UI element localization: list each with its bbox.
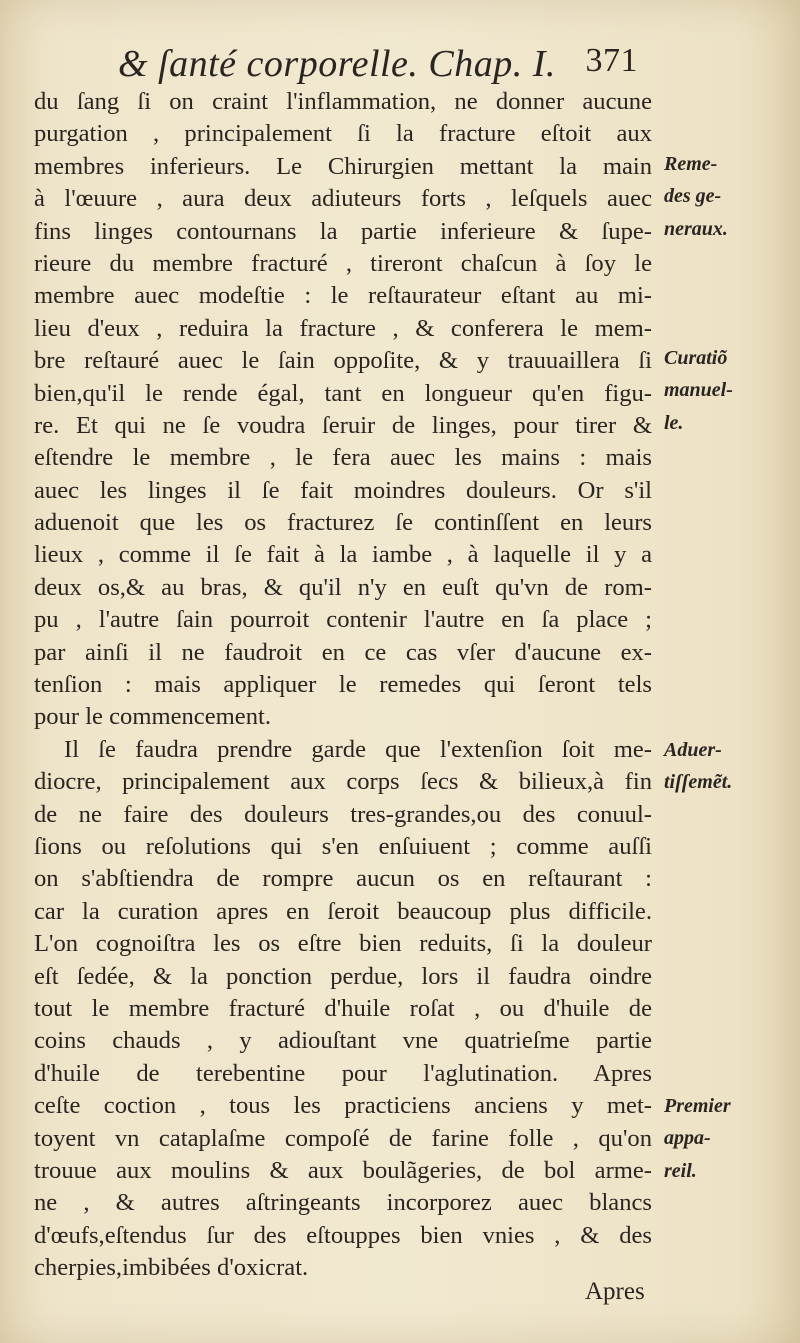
text-line: ſions ou reſolutions qui s'en enſuiuent ; comme auſſi <box>34 832 652 860</box>
text-line: toyent vn cataplaſme compoſé de farine folle , qu'on <box>34 1124 652 1152</box>
text-line: Il ſe faudra prendre garde que l'extenſion ſoit me- <box>64 735 652 763</box>
text-line: on s'abſtiendra de rompre aucun os en reſtaurant : <box>34 865 652 893</box>
text-line: par ainſi il ne faudroit en ce cas vſer d'aucune ex- <box>34 638 652 666</box>
running-title: & ſanté corporelle. Chap. I. <box>118 43 556 85</box>
margin-note-line: neraux. <box>664 217 728 240</box>
margin-note-line: tiſſemẽt. <box>664 771 733 794</box>
catchword: Apres <box>585 1278 645 1305</box>
margin-note-line: Curatiõ <box>664 347 728 369</box>
text-line: ceſte coction , tous les practiciens anciens y met- <box>34 1092 652 1120</box>
text-line: rieure du membre fracturé , tireront chaſcun à ſoy le <box>34 249 652 277</box>
margin-note-line: appa- <box>664 1127 711 1150</box>
margin-note-remedes <box>664 148 784 245</box>
margin-note-line: manuel- <box>664 379 733 402</box>
text-line: deux os,& au bras, & qu'il n'y en euſt qu'vn de rom- <box>34 573 652 601</box>
text-line: ne , & autres aſtringeants incorporez auec blancs <box>34 1189 652 1217</box>
text-line: bien,qu'il le rende égal, tant en longueur qu'en figu- <box>34 379 652 407</box>
text-line: re. Et qui ne ſe voudra ſeruir de linges, pour tirer & <box>34 411 652 439</box>
text-line: aduenoit que les os fracturez ſe continſſent en leurs <box>34 509 652 537</box>
text-line: eſt ſedée, & la ponction perdue, lors il faudra oindre <box>34 962 652 990</box>
text-line: membres inferieurs. Le Chirurgien mettant la main <box>34 152 652 180</box>
margin-note-aduertissement <box>664 734 784 799</box>
margin-note-line: le. <box>664 411 684 434</box>
text-line: fins linges contournans la partie inferieure & ſupe- <box>34 217 652 245</box>
body-text <box>34 86 652 1284</box>
margin-note-line: Premier <box>664 1095 731 1117</box>
text-line: d'œufs,eſtendus ſur des eſtouppes bien vnies , & des <box>34 1221 652 1249</box>
text-line: bre reſtauré auec le ſain oppoſite, & y trauuaillera ſi <box>34 347 652 375</box>
margin-note-line: Reme- <box>664 153 718 175</box>
text-line: coins chauds , y adiouſtant vne quatrieſme partie <box>34 1027 652 1055</box>
margin-note-line: des ge- <box>664 185 722 208</box>
text-line: diocre, principalement aux corps ſecs & bilieux,à fin <box>34 768 652 796</box>
margin-note-premier-appareil <box>664 1090 784 1187</box>
text-line: eſtendre le membre , le fera auec les mains : mais <box>34 444 652 472</box>
text-line: lieux , comme il ſe fait à la iambe , à laquelle il y a <box>34 541 652 569</box>
text-line: tenſion : mais appliquer le remedes qui ſeront tels <box>34 671 652 699</box>
text-line: auec les linges il ſe fait moindres douleurs. Or s'il <box>34 476 652 504</box>
text-line: purgation , principalement ſi la fracture eſtoit aux <box>34 120 652 148</box>
text-line: pu , l'autre ſain pourroit contenir l'autre en ſa place ; <box>34 606 652 634</box>
margin-note-line: Aduer- <box>664 739 722 761</box>
text-line: pour le commencement. <box>34 703 271 731</box>
text-line: du ſang ſi on craint l'inflammation, ne donner aucune <box>34 88 652 115</box>
page-number: 371 <box>585 42 638 79</box>
text-line: car la curation apres en ſeroit beaucoup plus difficile. <box>34 897 652 925</box>
text-line: de ne faire des douleurs tres-grandes,ou des conuul- <box>34 800 652 828</box>
text-line: lieu d'eux , reduira la fracture , & conferera le mem- <box>34 314 652 342</box>
running-header <box>118 42 638 92</box>
margin-note-line: reil. <box>664 1159 697 1182</box>
text-line: tout le membre fracturé d'huile roſat , ou d'huile de <box>34 994 652 1022</box>
text-line: L'on cognoiſtra les os eſtre bien reduits, ſi la douleur <box>34 930 652 958</box>
text-line: d'huile de terebentine pour l'aglutination. Apres <box>34 1059 652 1087</box>
text-line: à l'œuure , aura deux adiuteurs forts , leſquels auec <box>34 185 652 213</box>
text-line: membre auec modeſtie : le reſtaurateur eſtant au mi- <box>34 282 652 310</box>
margin-note-curation <box>664 342 784 439</box>
text-line: cherpies,imbibées d'oxicrat. <box>34 1254 309 1282</box>
text-line: trouue aux moulins & aux boulãgeries, de bol arme- <box>34 1156 652 1184</box>
